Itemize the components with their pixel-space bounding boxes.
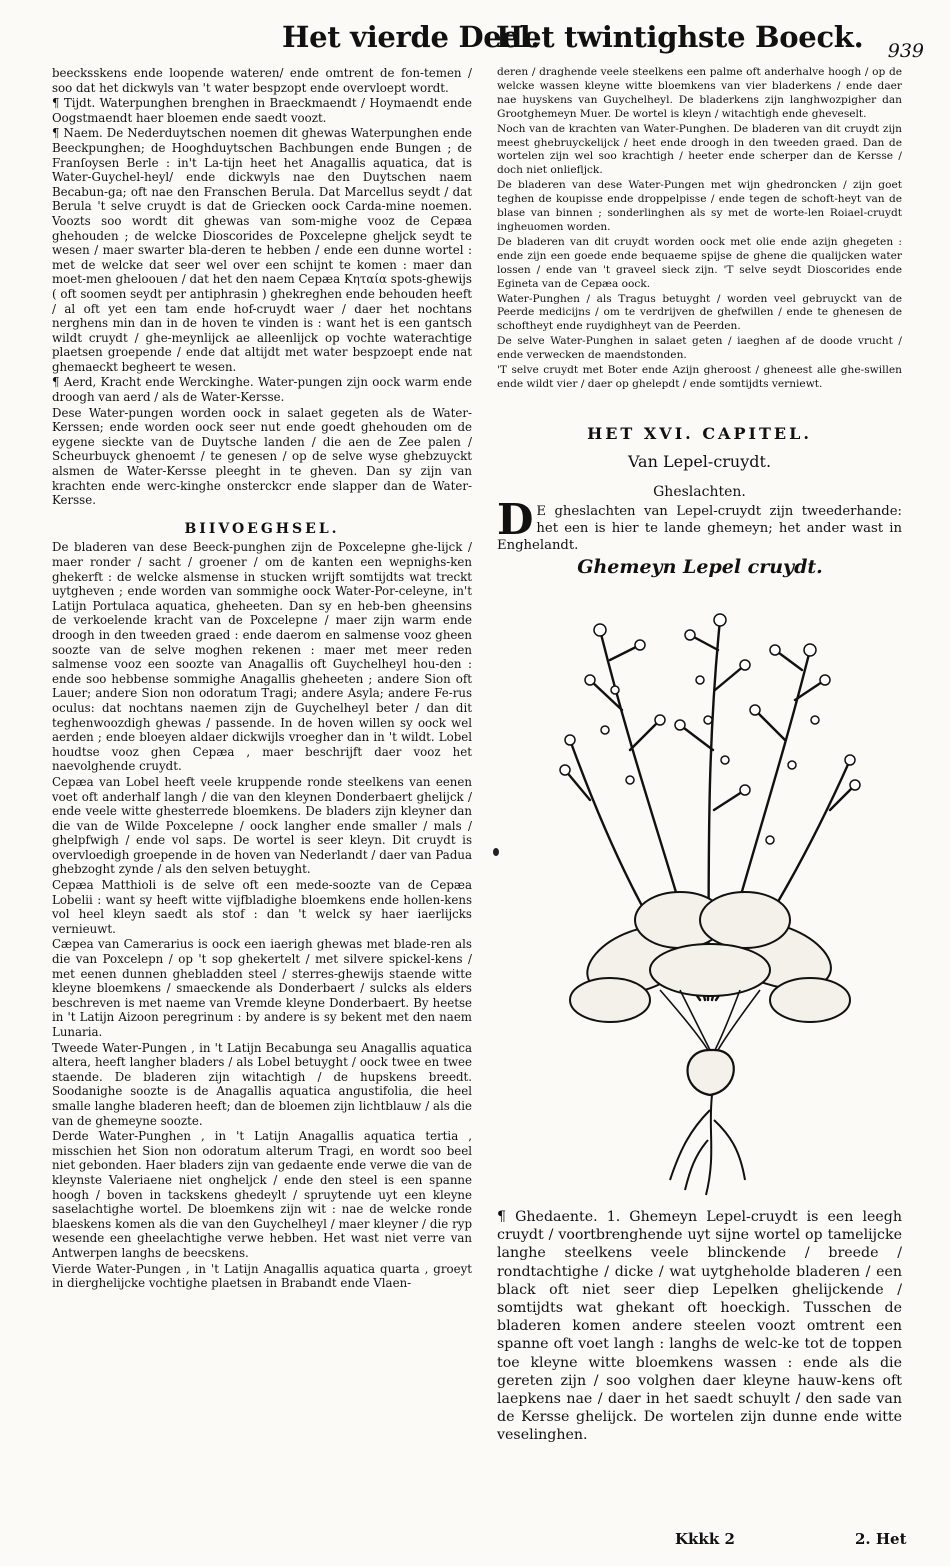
right-paragraph: Water-Punghen / als Tragus betuyght / worden veel gebruyckt van de Peerde medicijns / om te verdrijven de ghefwillen / ende te ghenesen de schoftheyt ende ruydighheyt van de Peerden. bbox=[497, 292, 902, 333]
chapter-section-heading: Gheslachten. bbox=[653, 484, 746, 500]
chapter-intro bbox=[497, 495, 902, 554]
ink-blot bbox=[493, 848, 499, 856]
left-column bbox=[52, 66, 472, 1292]
running-header-left: Het vierde Deel. bbox=[282, 20, 541, 54]
plant-illustration bbox=[530, 590, 880, 1200]
section-paragraph: Vierde Water-Pungen , in 't Latijn Anagallis aquatica quarta , groeyt in dierghelijcke vochtighe plaetsen in Brabandt ende Vlaen- bbox=[52, 1261, 472, 1291]
section-paragraph: De bladeren van dese Beeck-punghen zijn de Poxcelepne ghe-lijck / maer ronder / sacht / groener / om de kanten een wepnighs-ken ghekerft : de welcke alsmense in stucken wrijft somtijdts wat treckt uytgheven ; ende worden van sommighe oock Water-Por-celeyne, in't Latijn Portulaca aquatica, gheheeten. Dan sy en heb-ben gheensins de verkoelende kracht van de Poxcelepne / maer zijn warm ende droogh in den tweeden graed : ende daerom en salmense vooz gheen soozte van de selve moghen rekenen : maer met meer reden salmense vooz een soozte van Anagallis oft Guychelheyl hou-den : ende soo hebbense sommighe Anagallis gheheeten ; andere Sion oft Lauer; andere Sion non odoratum Tragi; andere Asyla; andere Fe-rus oculus: dat nochtans naemen zijn de Guychelheyl beter / dan dit teghenwoozdigh ghewas / passende. In de hoven willen sy oock wel aerden ; ende bloeyen aldaer dickwijls vroegher dan in 't wildt. Lobel houdtse vooz ghen Cepæa , maer beschrijft daer vooz het naevolghende cruydt. bbox=[52, 540, 472, 774]
right-paragraph: Noch van de krachten van Water-Punghen. De bladeren van dit cruydt zijn meest ghebruyckelijck / heet ende droogh in den tweeden graed. Dan de wortelen zijn wel soo krachtigh / heeter ende scherper dan de Kersse / doch niet onliefljck. bbox=[497, 122, 902, 177]
left-paragraph: ¶ Tijdt. Waterpunghen brenghen in Braeckmaendt / Hoymaendt ende Oogstmaendt haer bloemen ende saedt voozt. bbox=[52, 96, 472, 125]
right-paragraph: De bladeren van dit cruydt worden oock met olie ende azijn ghegeten : ende zijn een goede ende bequaeme spijse de ghene die qualijcken water lossen / ende van 't graveel sieck zijn. 'T selve seydt Dioscorides ende Egineta van de Cepæa oock. bbox=[497, 235, 902, 290]
left-paragraph: beecksskens ende loopende wateren/ ende omtrent de fon-temen / soo dat het dickwyls van 't water bespzopt ende overvloept wordt. bbox=[52, 66, 472, 95]
section-heading-bijvoeghsel: BIIVOEGHSEL. bbox=[184, 520, 340, 537]
figure-caption: Ghemeyn Lepel cruydt. bbox=[577, 556, 823, 578]
ghedaente-paragraph: ¶ Ghedaente. 1. Ghemeyn Lepel-cruydt is een leegh cruydt / voortbrenghende uyt sijne wortel op tamelijcke langhe steelkens veele blinckende / breede / rondtachtighe / dicke / wat uytgheholde bladeren / een black oft niet seer diep Lepelken ghelijckende / somtijdts wat ghekant oft hoeckigh. Tusschen de bladeren komen andere steelen voozt omtrent een spanne oft voet langh : langhs de welc-ke tot de toppen toe kleyne witte bloemkens wassen : ende als die gereten zijn / soo volghen daer kleyne hauw-kens oft laepkens nae / daer in het saedt schuylt / den sade van de Kersse ghelijck. De wortelen zijn dunne ende witte veselinghen. bbox=[497, 1209, 902, 1444]
section-paragraph: Cæpea van Camerarius is oock een iaerigh ghewas met blade-ren als die van Poxcelepn / op 't sop ghekertelt / met silvere spickel-kens / met eenen dunnen ghebladden steel / sterres-ghewijs staende witte kleyne bloemkens / smaeckende als Donderbaert / sulcks als elders beschreven is met naeme van Vremde kleyne Donderbaert. By heetse in 't Latijn Aizoon peregrinum : by andere is sy bekent met den naem Lunaria. bbox=[52, 937, 472, 1039]
section-paragraph: Tweede Water-Pungen , in 't Latijn Becabunga seu Anagallis aquatica altera, heeft langher bladers / als Lobel betuyght / oock twee en twee staende. De bladeren zijn witachtigh / de hupskens breedt. Soodanighe soozte is de Anagallis aquatica angustifolia, die heel smalle langhe bladeren heeft; dan de bloemen zijn lichtblauw / als die van de ghemeyne soozte. bbox=[52, 1040, 472, 1128]
left-paragraph: ¶ Naem. De Nederduytschen noemen dit ghewas Waterpunghen ende Beeckpunghen; de Hooghduytschen Bachbungen ende Bungen ; de Franſoysen Berle : in't La-tijn heet het Anagallis aquatica, dat is Water-Guychel-heyl/ ende dickwyls nae den Duytschen naem Becabun-ga; oft nae den Franschen Berula. Dat Marcellus seydt / dat Berula 't selve cruydt is dat de Griecken oock Carda-mine noemen. Voozts soo wordt dit ghewas van som-mighe vooz de Cepæa ghehouden ; de welcke Dioscorides de Poxcelepne gheljck seydt te wesen / maer swarter bla-deren te hebben / ende een dunne wortel : met de welcke dat seer wel over een schijnt te komen : maer dan moet-men gheloouen / dat het den naem Cepæa Κηταία spots-ghewijs ( oft soomen seydt per antiphrasin ) ghekreghen ende behouden heeft / al oft yet een tam ende hof-cruydt waer / daer het nochtans nerghens min dan in de hoven te vinden is : want het is een gantsch wildt cruydt / ghe-meynlijck ae alleenlijck op vochte waterachtige plaetsen groepende / ende dat altijdt met water bespzoept ende nat ghemaeckt begheert te wesen. bbox=[52, 126, 472, 374]
right-paragraph: De bladeren van dese Water-Pungen met wijn ghedroncken / zijn goet teghen de koupisse ende droppelpisse / ende tegen de schoft-heyt van de blase van binnen ; sonderlinghen als sy met de worte-len Roiael-cruydt ingheuomen worden. bbox=[497, 179, 902, 233]
chapter-title: HET XVI. CAPITEL. bbox=[587, 424, 812, 443]
section-paragraph: Derde Water-Punghen , in 't Latijn Anagallis aquatica tertia , misschien het Sion non odoratum alterum Tragi, en wordt soo beel niet gebonden. Haer bladers zijn van gedaente ende verwe die van de kleynste Valeriaene niet ongheljck / ende den steel is een spanne hoogh / boven in tackskens ghedeylt / spruytende uyt een kleyne saselachtighe wortel. De bloemkens zijn wit : nae de welcke ronde blaeskens komen als die van den Guychelheyl / maer kleyner / die ryp wesende een gheelachtighe verwe hebben. Het wast niet verre van Antwerpen langhs de beecskens. bbox=[52, 1129, 472, 1260]
signature-mark: Kkkk 2 bbox=[675, 1530, 735, 1548]
running-header-right: Het twintighste Boeck. bbox=[496, 20, 864, 54]
left-paragraph: Dese Water-pungen worden oock in salaet gegeten als de Water-Kerssen; ende worden oock seer nut ende goedt ghehouden om de eygene sieckte van de Duytsche landen / die aen de Zee palen / Scheurbuyck ghenoemt / te genesen / op de selve wyse ghebzuyckt alsmen de Water-Kersse pleeght in te gheven. Dan sy zijn van krachten ende werc-kinghe onsterckcr ende slapper dan de Water-Kersse. bbox=[52, 405, 472, 508]
section-paragraph: Cepæa Matthioli is de selve oft een mede-soozte van de Cepæa Lobelii : want sy heeft witte vijfbladighe bloemkens ende hollen-kens vol heel kleyn saedt als stof : dan 't welck sy haer iaerlijcks vernieuwt. bbox=[52, 878, 472, 936]
chapter-intro-text: E gheslachten van Lepel-cruydt zijn tweederhande: het een is hier te lande ghemeyn; het ander wast in Enghelandt. bbox=[497, 504, 902, 553]
section-paragraph: Cepæa van Lobel heeft veele kruppende ronde steelkens van eenen voet oft anderhalf langh / die van den kleynen Donderbaert ghelijck / ende veele witte ghesterrede bloemkens. De bladers zijn kleyner dan die van de Wilde Poxcelepne / oock langher ende smaller / mals / ghelpfwigh / ende vol saps. De wortel is seer kleyn. Dit cruydt is overvloedigh groepende in de hoven van Nederlandt / daer van Padua ghebzoght zynde / als den selven betuyght. bbox=[52, 774, 472, 877]
right-column-bottom bbox=[497, 1208, 902, 1446]
chapter-subtitle: Van Lepel-cruydt. bbox=[627, 452, 772, 471]
right-paragraph: 'T selve cruydt met Boter ende Azijn gheroost / gheneest alle ghe-swillen ende wildt vier / daer op ghelepdt / ende somtijdts verniewt. bbox=[497, 364, 902, 390]
page-number: 939 bbox=[887, 40, 924, 62]
right-paragraph: deren / draghende veele steelkens een palme oft anderhalve hoogh / op de welcke wassen kleyne witte bloemkens van vier bladerkens / ende daer nae huyskens van Guychelheyl. De bladerkens zijn langhwozpigher dan Grootghemeyn Muer. De wortel is kleyn / witachtigh ende gheveselt. bbox=[497, 66, 902, 120]
catchword: 2. Het bbox=[855, 1530, 907, 1548]
right-column-top bbox=[497, 66, 902, 393]
right-paragraph: De selve Water-Punghen in salaet geten / iaeghen af de doode vrucht / ende verwecken de maendstonden. bbox=[497, 335, 902, 362]
drop-cap: D bbox=[497, 495, 534, 544]
left-paragraph: ¶ Aerd, Kracht ende Werckinghe. Water-pungen zijn oock warm ende droogh van aerd / als de Water-Kersse. bbox=[52, 375, 472, 405]
scurvy-grass-woodcut bbox=[530, 590, 880, 1200]
